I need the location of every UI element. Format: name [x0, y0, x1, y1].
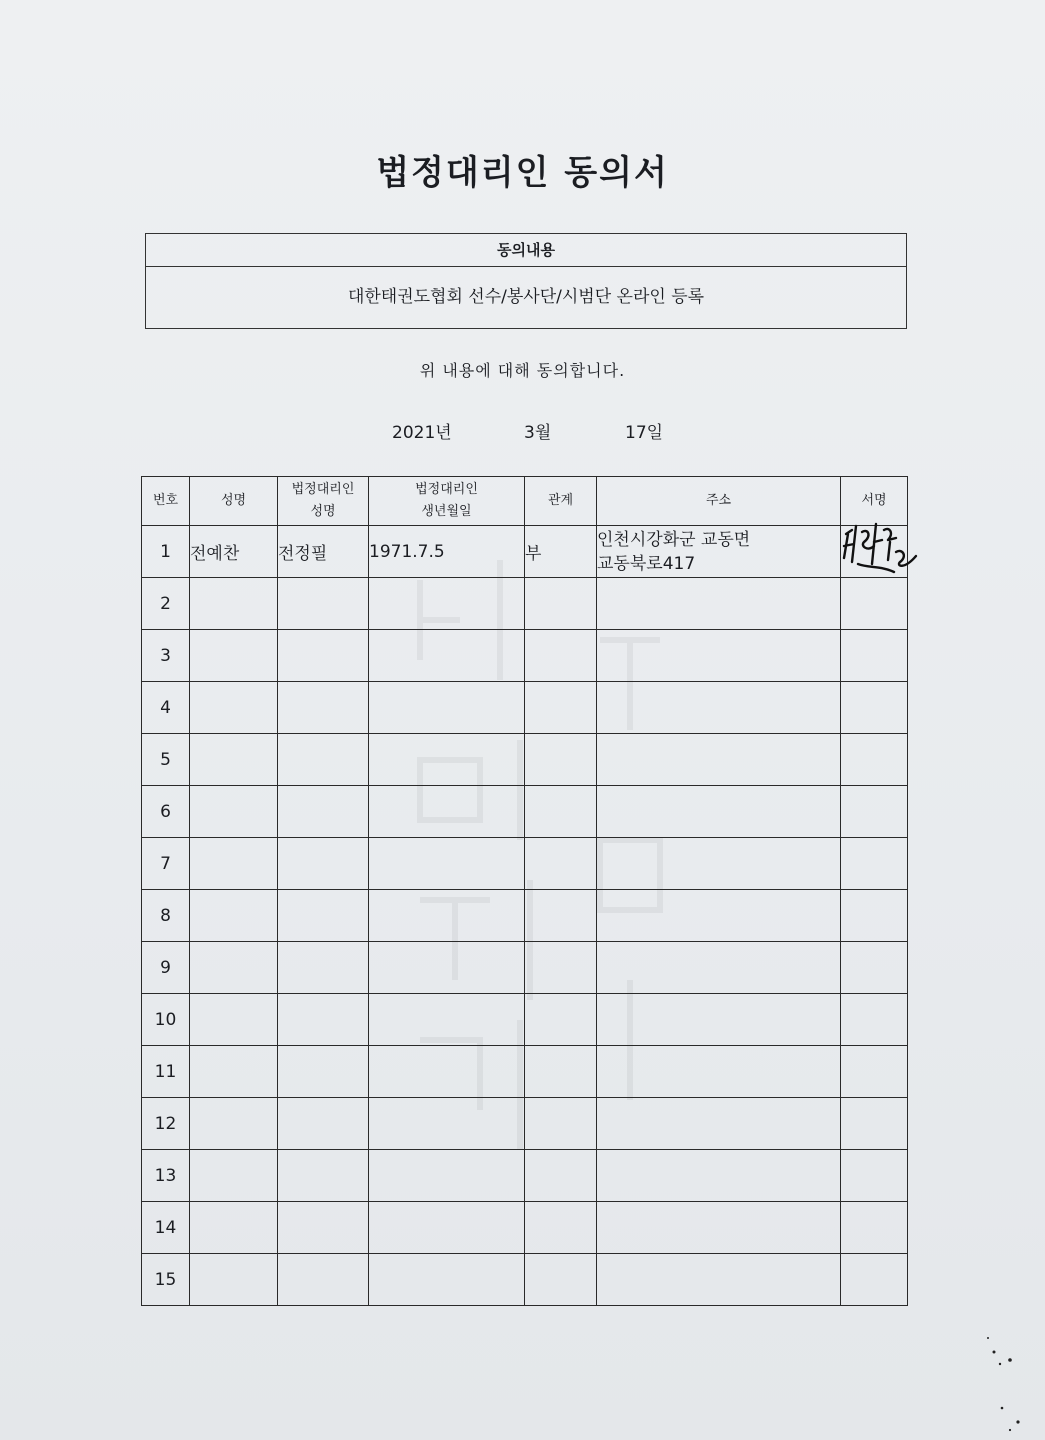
row-guardian-name	[278, 682, 369, 734]
row-name	[190, 578, 278, 630]
row-guardian-birth	[369, 890, 525, 942]
row-address	[597, 1046, 841, 1098]
row-signature-cell	[841, 630, 908, 682]
row-guardian-birth	[369, 578, 525, 630]
row-name: 전예찬	[190, 526, 278, 578]
row-relation	[525, 1254, 597, 1306]
row-signature-cell	[841, 1150, 908, 1202]
row-guardian-birth	[369, 942, 525, 994]
row-guardian-birth: 1971.7.5	[369, 526, 525, 578]
row-guardian-name	[278, 890, 369, 942]
row-no: 13	[142, 1150, 190, 1202]
table-header-row	[142, 477, 908, 526]
header-guardian-name-line2: 성명	[310, 504, 336, 519]
row-guardian-birth	[369, 734, 525, 786]
header-no: 번호	[142, 477, 190, 526]
row-no: 12	[142, 1098, 190, 1150]
row-guardian-birth	[369, 1202, 525, 1254]
row-no: 10	[142, 994, 190, 1046]
row-relation	[525, 994, 597, 1046]
table-row	[142, 1046, 908, 1098]
table-row	[142, 1098, 908, 1150]
row-name	[190, 1098, 278, 1150]
row-signature-cell	[841, 838, 908, 890]
row-relation	[525, 838, 597, 890]
registration-table	[141, 476, 908, 1306]
handwritten-signature	[838, 512, 918, 584]
row-relation	[525, 578, 597, 630]
row-relation	[525, 1150, 597, 1202]
row-relation: 부	[525, 526, 597, 578]
scan-specks	[980, 1330, 1040, 1440]
header-signature: 서명	[841, 477, 908, 526]
row-address	[597, 786, 841, 838]
row-guardian-name	[278, 630, 369, 682]
table-row	[142, 942, 908, 994]
table-row	[142, 786, 908, 838]
row-no: 15	[142, 1254, 190, 1306]
header-guardian-birth	[369, 477, 525, 526]
row-name	[190, 838, 278, 890]
table-row	[142, 838, 908, 890]
row-name	[190, 786, 278, 838]
row-no: 8	[142, 890, 190, 942]
consent-body: 대한태권도협회 선수/봉사단/시범단 온라인 등록	[347, 287, 705, 307]
row-guardian-name	[278, 1046, 369, 1098]
row-relation	[525, 890, 597, 942]
row-address	[597, 1150, 841, 1202]
row-address	[597, 942, 841, 994]
row-address-line1: 인천시강화군 교동면	[597, 529, 751, 550]
row-name	[190, 682, 278, 734]
row-no: 9	[142, 942, 190, 994]
row-guardian-name	[278, 942, 369, 994]
table-row	[142, 890, 908, 942]
row-address	[597, 890, 841, 942]
row-signature-cell	[841, 1254, 908, 1306]
row-address-line2: 교동북로417	[597, 553, 696, 574]
row-no: 11	[142, 1046, 190, 1098]
row-guardian-birth	[369, 994, 525, 1046]
row-name	[190, 1202, 278, 1254]
row-guardian-name	[278, 786, 369, 838]
row-no: 7	[142, 838, 190, 890]
header-guardian-birth-line1: 법정대리인	[415, 482, 478, 497]
header-guardian-name-line1: 법정대리인	[291, 482, 355, 497]
header-address: 주소	[597, 477, 841, 526]
row-relation	[525, 1098, 597, 1150]
table-row	[142, 578, 908, 630]
row-guardian-birth	[369, 630, 525, 682]
row-no: 1	[142, 526, 190, 578]
row-signature-cell	[841, 682, 908, 734]
row-guardian-birth	[369, 1254, 525, 1306]
row-relation	[525, 1202, 597, 1254]
row-guardian-name	[278, 1098, 369, 1150]
document-title: 법정대리인 동의서	[376, 153, 669, 193]
table-row	[142, 734, 908, 786]
row-address	[597, 682, 841, 734]
table-row	[142, 1254, 908, 1306]
table-row	[142, 526, 908, 578]
row-name	[190, 942, 278, 994]
row-name	[190, 994, 278, 1046]
header-relation: 관계	[525, 477, 597, 526]
consent-header: 동의내용	[146, 234, 906, 267]
row-no: 5	[142, 734, 190, 786]
row-guardian-birth	[369, 1150, 525, 1202]
table-row	[142, 1202, 908, 1254]
row-guardian-name	[278, 1150, 369, 1202]
row-guardian-name: 전정필	[278, 526, 369, 578]
table-row	[142, 994, 908, 1046]
row-guardian-name	[278, 994, 369, 1046]
row-signature-cell	[841, 578, 908, 630]
header-name: 성명	[190, 477, 278, 526]
row-relation	[525, 682, 597, 734]
row-no: 14	[142, 1202, 190, 1254]
header-guardian-birth-line2: 생년월일	[421, 504, 472, 519]
table-row	[142, 630, 908, 682]
row-signature-cell	[841, 786, 908, 838]
row-signature-cell	[841, 942, 908, 994]
row-address	[597, 630, 841, 682]
row-name	[190, 734, 278, 786]
row-guardian-birth	[369, 682, 525, 734]
row-name	[190, 1046, 278, 1098]
row-address	[597, 578, 841, 630]
row-guardian-name	[278, 838, 369, 890]
row-relation	[525, 630, 597, 682]
row-no: 3	[142, 630, 190, 682]
row-relation	[525, 942, 597, 994]
agreement-text: 위 내용에 대해 동의합니다.	[419, 361, 626, 380]
row-relation	[525, 734, 597, 786]
row-name	[190, 1254, 278, 1306]
date-year: 2021년	[392, 423, 452, 443]
row-guardian-birth	[369, 1098, 525, 1150]
row-guardian-name	[278, 1202, 369, 1254]
table-row	[142, 682, 908, 734]
row-name	[190, 890, 278, 942]
row-guardian-name	[278, 1254, 369, 1306]
row-relation	[525, 1046, 597, 1098]
row-signature-cell	[841, 1202, 908, 1254]
header-guardian-name	[278, 477, 369, 526]
row-guardian-name	[278, 734, 369, 786]
row-signature-cell	[841, 1046, 908, 1098]
row-guardian-birth	[369, 1046, 525, 1098]
date-month: 3월	[524, 423, 552, 443]
table-row	[142, 1150, 908, 1202]
row-guardian-birth	[369, 786, 525, 838]
row-signature-cell	[841, 734, 908, 786]
row-address	[597, 1098, 841, 1150]
row-address	[597, 994, 841, 1046]
row-address	[597, 1254, 841, 1306]
row-signature-cell	[841, 994, 908, 1046]
row-guardian-birth	[369, 838, 525, 890]
row-no: 4	[142, 682, 190, 734]
row-address	[597, 734, 841, 786]
consent-box	[145, 233, 907, 329]
row-guardian-name	[278, 578, 369, 630]
row-signature-cell	[841, 890, 908, 942]
row-relation	[525, 786, 597, 838]
row-signature-cell	[841, 1098, 908, 1150]
row-name	[190, 630, 278, 682]
date-day: 17일	[625, 423, 664, 443]
row-address	[597, 526, 841, 578]
row-address	[597, 838, 841, 890]
row-name	[190, 1150, 278, 1202]
row-no: 6	[142, 786, 190, 838]
row-no: 2	[142, 578, 190, 630]
row-address	[597, 1202, 841, 1254]
